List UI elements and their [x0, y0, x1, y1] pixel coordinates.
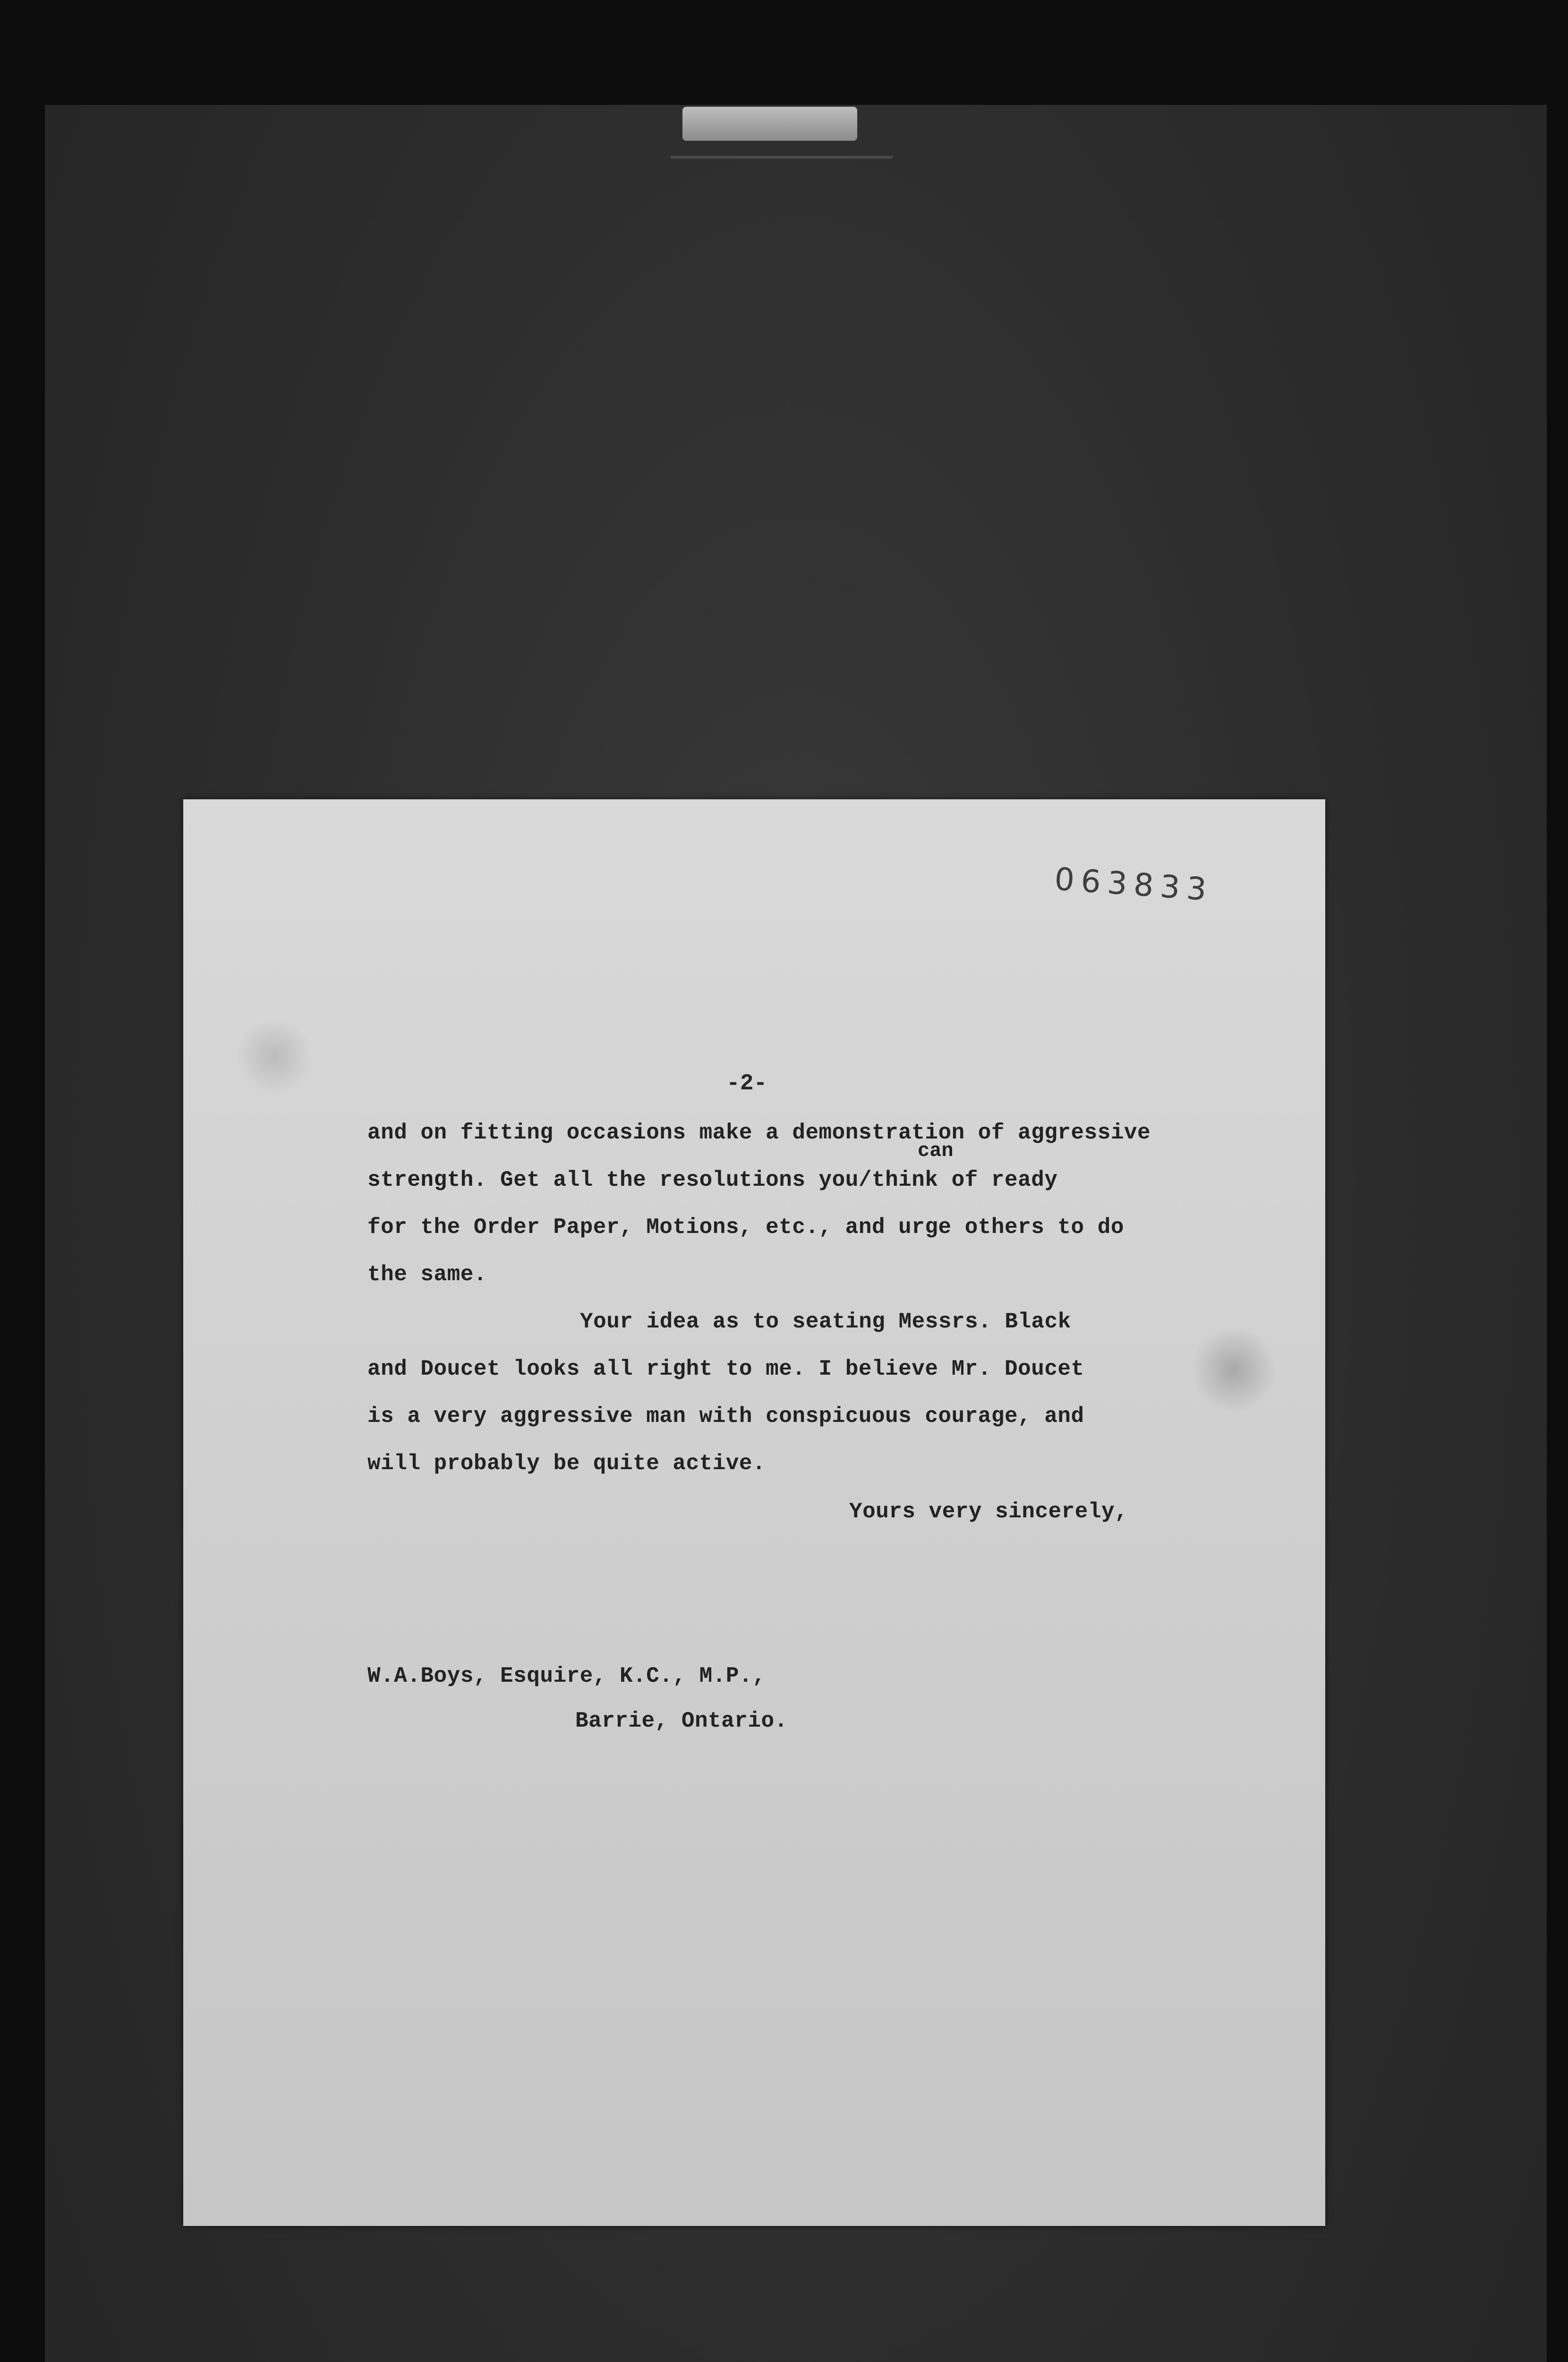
letter-line: strength. Get all the resolutions you/think of ready: [367, 1168, 1058, 1192]
closing: Yours very sincerely,: [849, 1499, 1128, 1524]
paper-clip: [682, 107, 857, 141]
letter-line: and on fitting occasions make a demonstration of aggressive: [367, 1121, 1151, 1145]
letter-line: will probably be quite active.: [367, 1451, 766, 1476]
addressee-place: Barrie, Ontario.: [575, 1709, 788, 1733]
letter-page: [183, 799, 1325, 2226]
page-number: -2-: [726, 1071, 767, 1096]
letter-line: Your idea as to seating Messrs. Black: [580, 1309, 1071, 1334]
letter-line: is a very aggressive man with conspicuous courage, and: [367, 1404, 1084, 1429]
addressee-name: W.A.Boys, Esquire, K.C., M.P.,: [367, 1664, 766, 1688]
handwritten-insert: can: [918, 1139, 954, 1162]
letter-line: the same.: [367, 1262, 487, 1287]
archive-stamp-number: 063833: [1053, 861, 1214, 908]
letter-line: and Doucet looks all right to me. I believe Mr. Doucet: [367, 1357, 1084, 1381]
clip-shadow: [671, 156, 893, 159]
letter-line: for the Order Paper, Motions, etc., and urge others to do: [367, 1215, 1124, 1240]
